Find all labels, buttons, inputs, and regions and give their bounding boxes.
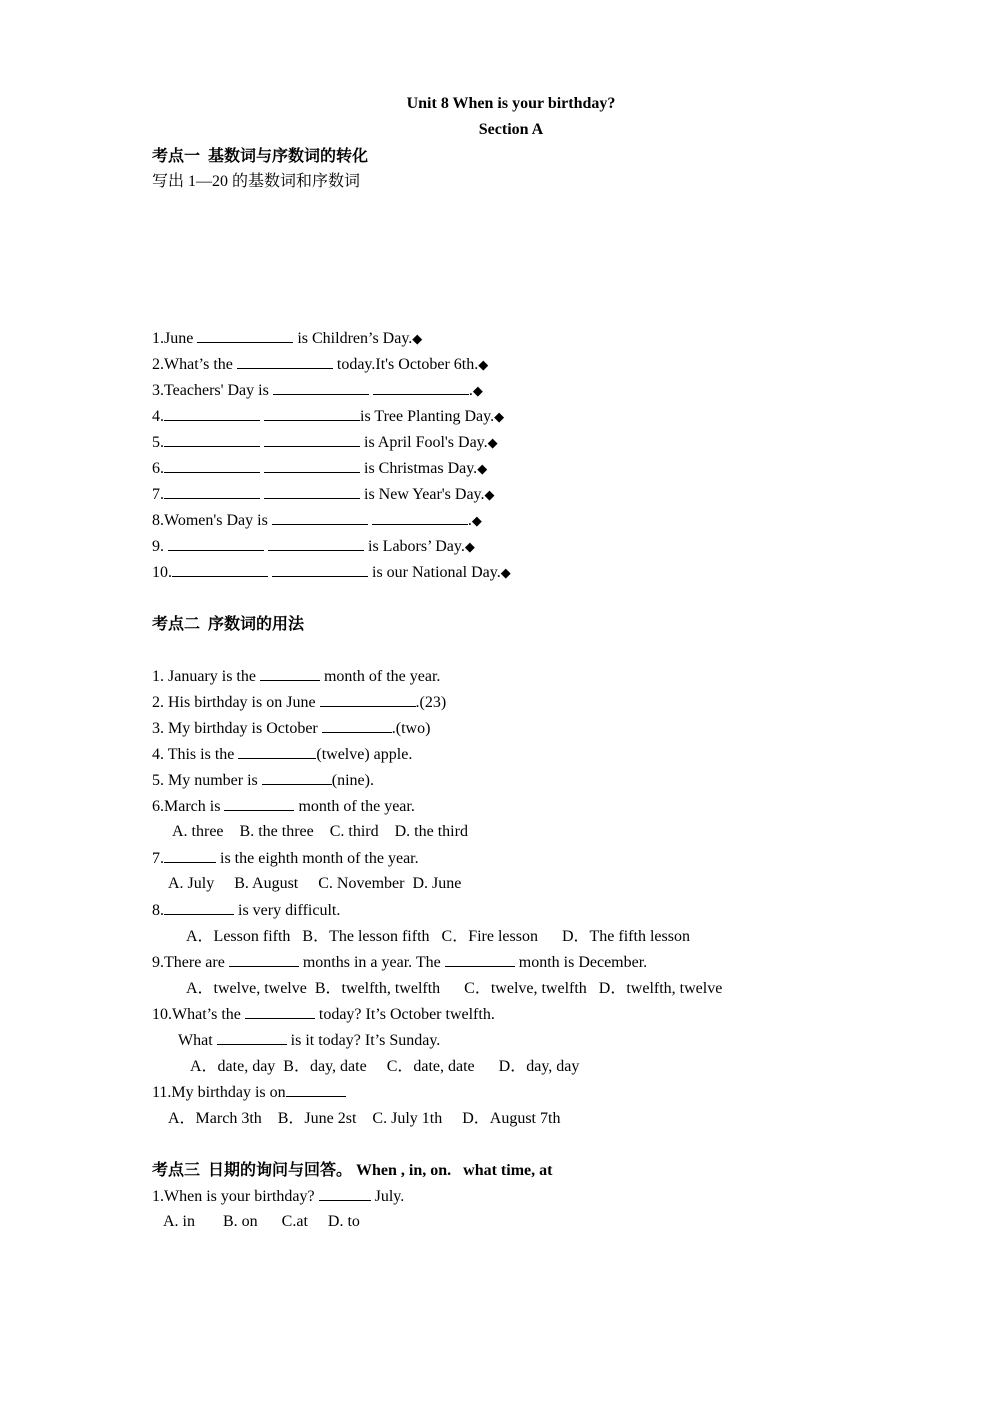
answer-blank[interactable] <box>262 770 332 785</box>
answer-blank[interactable] <box>322 718 392 733</box>
diamond-icon: ◆ <box>471 513 482 528</box>
s2-question-8 <box>152 900 340 921</box>
answer-blank[interactable] <box>164 432 260 447</box>
page-title: Unit 8 When is your birthday? <box>406 95 616 112</box>
s1-question-4 <box>152 406 504 427</box>
answer-blank[interactable] <box>237 354 333 369</box>
q-text: month of the year. <box>294 798 415 815</box>
s2-q10-options: A．date, day B．day, date C．date, date D．day, day <box>190 1058 580 1075</box>
q-text: (nine). <box>331 772 374 789</box>
answer-blank[interactable] <box>224 796 294 811</box>
s1-question-6 <box>152 458 487 479</box>
q-text: 9.There are <box>152 954 229 971</box>
q-text: months in a year. The <box>298 954 445 971</box>
s2-question-11 <box>152 1082 346 1103</box>
answer-blank[interactable] <box>172 562 268 577</box>
q-text: 10.What’s the <box>152 1006 245 1023</box>
q-text: July. <box>370 1188 405 1205</box>
q-text: is Tree Planting Day. <box>360 408 495 425</box>
q-text: is Labors’ Day. <box>364 538 465 555</box>
s2-question-1 <box>152 666 440 687</box>
q-text: is the eighth month of the year. <box>216 850 419 867</box>
section-subtitle: Section A <box>478 121 544 138</box>
q-text: is our National Day. <box>368 564 501 581</box>
answer-blank[interactable] <box>372 510 468 525</box>
q-text: month of the year. <box>319 668 441 685</box>
answer-blank[interactable] <box>164 406 260 421</box>
q-text: 4. <box>152 408 164 425</box>
q-text: 2. His birthday is on June <box>152 694 320 711</box>
q-text: (twelve) apple. <box>316 746 413 763</box>
answer-blank[interactable] <box>445 952 515 967</box>
diamond-icon: ◆ <box>484 487 495 502</box>
q-text: 2.What’s the <box>152 356 237 373</box>
s2-q8-options: A．Lesson fifth B．The lesson fifth C．Fire lesson D．The fifth lesson <box>186 928 690 945</box>
q-text: What <box>178 1032 217 1049</box>
q-text: 8.Women's Day is <box>152 512 272 529</box>
diamond-icon: ◆ <box>494 409 505 424</box>
s2-question-3 <box>152 718 430 739</box>
s2-q9-options: A．twelve, twelve B．twelfth, twelfth C．twelve, twelfth D．twelfth, twelve <box>186 980 723 997</box>
answer-blank[interactable] <box>272 510 368 525</box>
s1-question-3 <box>152 380 483 401</box>
s2-question-9 <box>152 952 647 973</box>
answer-blank[interactable] <box>264 406 360 421</box>
s1-question-7 <box>152 484 495 505</box>
s1-question-2 <box>152 354 488 375</box>
s2-question-10a <box>152 1004 495 1025</box>
q-text: 5. My number is <box>152 772 262 789</box>
s2-question-5 <box>152 770 374 791</box>
answer-blank[interactable] <box>168 536 264 551</box>
q-text: 5. <box>152 434 164 451</box>
s2-question-2 <box>152 692 446 713</box>
section2-heading: 考点二 序数词的用法 <box>152 616 305 633</box>
q-text: 6. <box>152 460 164 477</box>
q-text: is April Fool's Day. <box>360 434 488 451</box>
q-text: 10. <box>152 564 172 581</box>
q-text: 1.June <box>152 330 198 347</box>
s2-question-7 <box>152 848 419 869</box>
q-text: is New Year's Day. <box>360 486 485 503</box>
s2-question-10b <box>178 1030 440 1051</box>
answer-blank[interactable] <box>229 952 299 967</box>
answer-blank[interactable] <box>260 666 320 681</box>
diamond-icon: ◆ <box>478 357 489 372</box>
q-text: 8. <box>152 902 164 919</box>
answer-blank[interactable] <box>272 562 368 577</box>
s2-q7-options: A. July B. August C. November D. June <box>168 875 462 892</box>
s2-q11-options: A．March 3th B．June 2st C. July 1th D．August 7th <box>168 1110 561 1127</box>
answer-blank[interactable] <box>264 432 360 447</box>
diamond-icon: ◆ <box>487 435 498 450</box>
q-text: is very difficult. <box>234 902 341 919</box>
s2-question-6 <box>152 796 415 817</box>
answer-blank[interactable] <box>373 380 469 395</box>
answer-blank[interactable] <box>164 484 260 499</box>
s1-question-8 <box>152 510 482 531</box>
q-text: 11.My birthday is on <box>152 1084 286 1101</box>
q-text: month is December. <box>514 954 648 971</box>
section1-instruction: 写出 1—20 的基数词和序数词 <box>152 173 361 190</box>
q-text: 7. <box>152 486 164 503</box>
answer-blank[interactable] <box>164 458 260 473</box>
answer-blank[interactable] <box>273 380 369 395</box>
answer-blank[interactable] <box>286 1082 346 1097</box>
s1-question-9 <box>152 536 475 557</box>
q-text: . <box>467 512 472 529</box>
answer-blank[interactable] <box>164 848 216 863</box>
answer-blank[interactable] <box>319 1186 371 1201</box>
answer-blank[interactable] <box>164 900 234 915</box>
q-text: is Children’s Day. <box>293 330 413 347</box>
q-text: today.It's October 6th. <box>332 356 479 373</box>
diamond-icon: ◆ <box>477 461 488 476</box>
s1-question-10 <box>152 562 511 583</box>
q-text: 3. My birthday is October <box>152 720 322 737</box>
diamond-icon: ◆ <box>472 383 483 398</box>
q-text: today? It’s October twelfth. <box>314 1006 495 1023</box>
s2-question-4 <box>152 744 412 765</box>
answer-blank[interactable] <box>264 484 360 499</box>
s3-question-1 <box>152 1186 404 1207</box>
q-text: is Christmas Day. <box>360 460 478 477</box>
q-text: .(23) <box>415 694 447 711</box>
s1-question-5 <box>152 432 498 453</box>
diamond-icon: ◆ <box>464 539 475 554</box>
answer-blank[interactable] <box>264 458 360 473</box>
s1-question-1 <box>152 328 422 349</box>
q-text: 3.Teachers' Day is <box>152 382 273 399</box>
q-text: 7. <box>152 850 164 867</box>
diamond-icon: ◆ <box>412 331 423 346</box>
section1-heading: 考点一 基数词与序数词的转化 <box>152 148 369 165</box>
s2-q6-options: A. three B. the three C. third D. the third <box>172 823 468 840</box>
answer-blank[interactable] <box>217 1030 287 1045</box>
section3-heading: 考点三 日期的询问与回答。 When , in, on. what time, at <box>152 1162 553 1179</box>
answer-blank[interactable] <box>197 328 293 343</box>
q-text: .(two) <box>391 720 431 737</box>
q-text: 1. January is the <box>152 668 260 685</box>
q-text: 6.March is <box>152 798 225 815</box>
q-text: . <box>468 382 473 399</box>
q-text: 9. <box>152 538 168 555</box>
answer-blank[interactable] <box>238 744 316 759</box>
answer-blank[interactable] <box>320 692 416 707</box>
q-text: is it today? It’s Sunday. <box>286 1032 441 1049</box>
diamond-icon: ◆ <box>500 565 511 580</box>
s3-q1-options: A. in B. on C.at D. to <box>163 1213 360 1230</box>
answer-blank[interactable] <box>268 536 364 551</box>
answer-blank[interactable] <box>245 1004 315 1019</box>
q-text: 1.When is your birthday? <box>152 1188 319 1205</box>
q-text: 4. This is the <box>152 746 239 763</box>
